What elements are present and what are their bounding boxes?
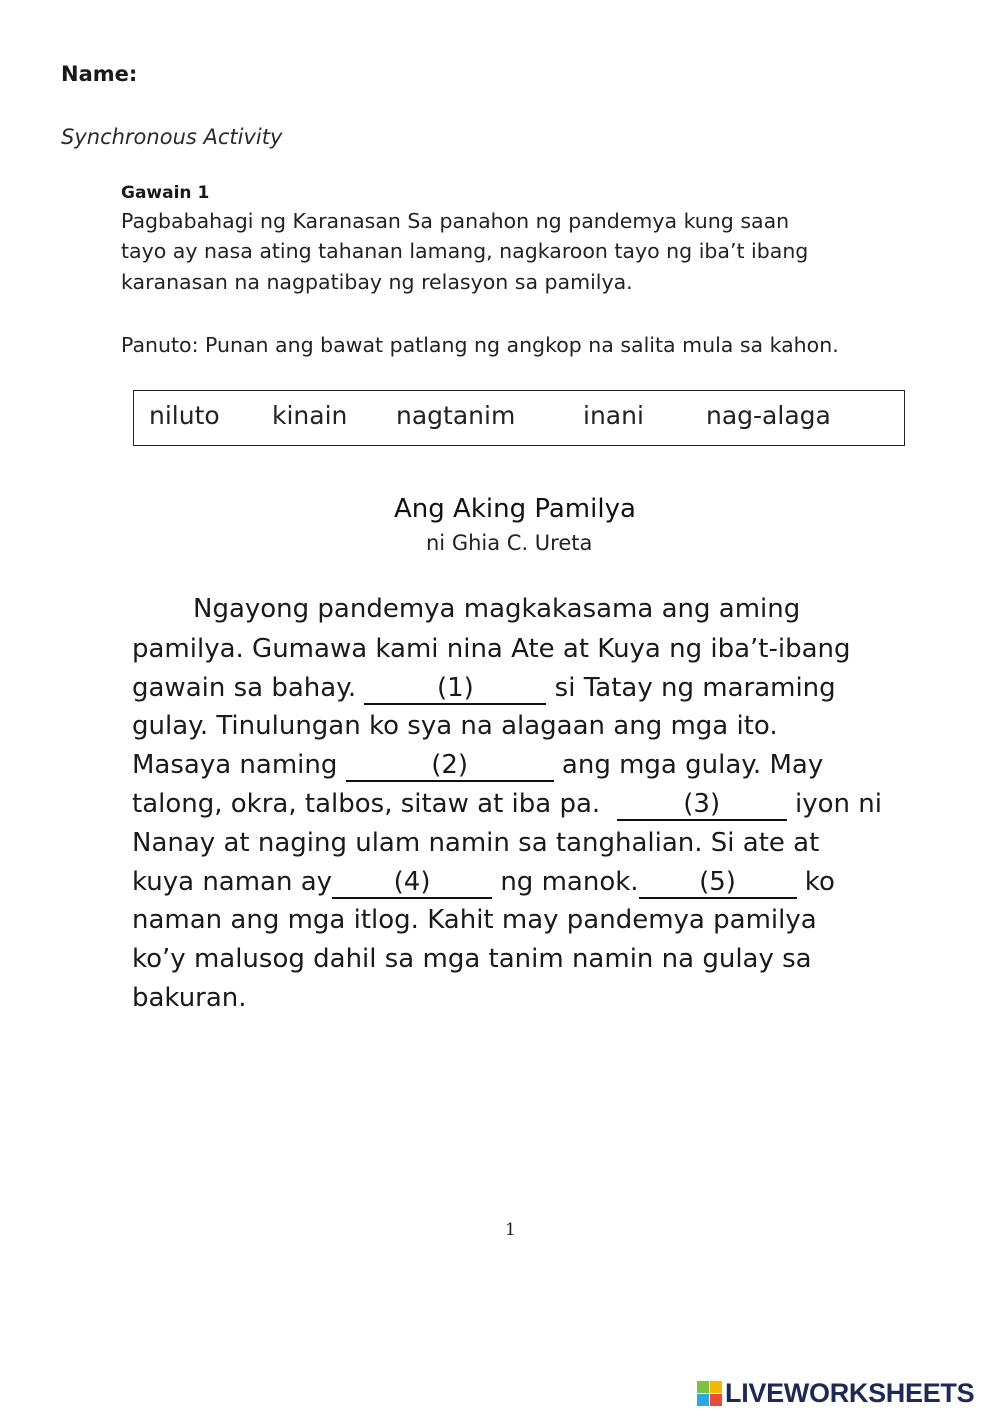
- story-text: kuya naman ay: [132, 867, 333, 897]
- story-text: iyon ni: [786, 789, 882, 819]
- word-bank-item: inani: [583, 401, 644, 430]
- word-bank-item: niluto: [149, 401, 220, 430]
- story-text: Masaya naming: [132, 750, 346, 780]
- name-label: Name:: [61, 62, 138, 86]
- answer-blank-1[interactable]: (1): [364, 675, 546, 705]
- story-text: si Tatay ng maraming: [546, 673, 836, 703]
- story-title: Ang Aking Pamilya: [394, 494, 636, 524]
- intro-text-line: karanasan na nagpatibay ng relasyon sa pamilya.: [121, 270, 633, 294]
- answer-blank-5[interactable]: (5): [639, 869, 797, 899]
- instruction-text: Panuto: Punan ang bawat patlang ng angkop na salita mula sa kahon.: [121, 333, 839, 357]
- story-line: [132, 789, 882, 821]
- story-line: Ngayong pandemya magkakasama ang aming: [193, 594, 801, 624]
- story-line: ko’y malusog dahil sa mga tanim namin na gulay sa: [132, 944, 812, 974]
- story-text: ang mga gulay. May: [553, 750, 824, 780]
- task-title: Gawain 1: [121, 183, 210, 203]
- story-line: [132, 867, 835, 899]
- intro-text-line: tayo ay nasa ating tahanan lamang, nagkaroon tayo ng iba’t ibang: [121, 239, 809, 263]
- story-line: [132, 750, 823, 782]
- story-text: gawain sa bahay.: [132, 673, 365, 703]
- word-bank-item: kinain: [272, 401, 348, 430]
- intro-text-line: Pagbabahagi ng Karanasan Sa panahon ng pandemya kung saan: [121, 209, 790, 233]
- word-bank-item: nagtanim: [396, 401, 516, 430]
- story-line: gulay. Tinulungan ko sya na alagaan ang mga ito.: [132, 711, 778, 741]
- story-line: Nanay at naging ulam namin sa tanghalian. Si ate at: [132, 828, 820, 858]
- activity-type: Synchronous Activity: [61, 125, 283, 149]
- story-line: pamilya. Gumawa kami nina Ate at Kuya ng iba’t-ibang: [132, 634, 851, 664]
- answer-blank-4[interactable]: (4): [332, 869, 492, 899]
- word-bank-item: nag-alaga: [706, 401, 831, 430]
- story-text: ng manok.: [492, 867, 639, 897]
- watermark-text: LIVEWORKSHEETS: [725, 1378, 975, 1408]
- story-author: ni Ghia C. Ureta: [426, 531, 593, 555]
- story-line: bakuran.: [132, 983, 247, 1013]
- word-bank-box: [133, 390, 905, 446]
- liveworksheets-logo-icon: [697, 1381, 723, 1407]
- page-number: 1: [505, 1220, 516, 1240]
- story-line: [132, 673, 836, 705]
- answer-blank-2[interactable]: (2): [346, 752, 554, 782]
- story-line: naman ang mga itlog. Kahit may pandemya pamilya: [132, 905, 817, 935]
- story-text: talong, okra, talbos, sitaw at iba pa.: [132, 789, 617, 819]
- story-text: ko: [796, 867, 835, 897]
- answer-blank-3[interactable]: (3): [617, 791, 787, 821]
